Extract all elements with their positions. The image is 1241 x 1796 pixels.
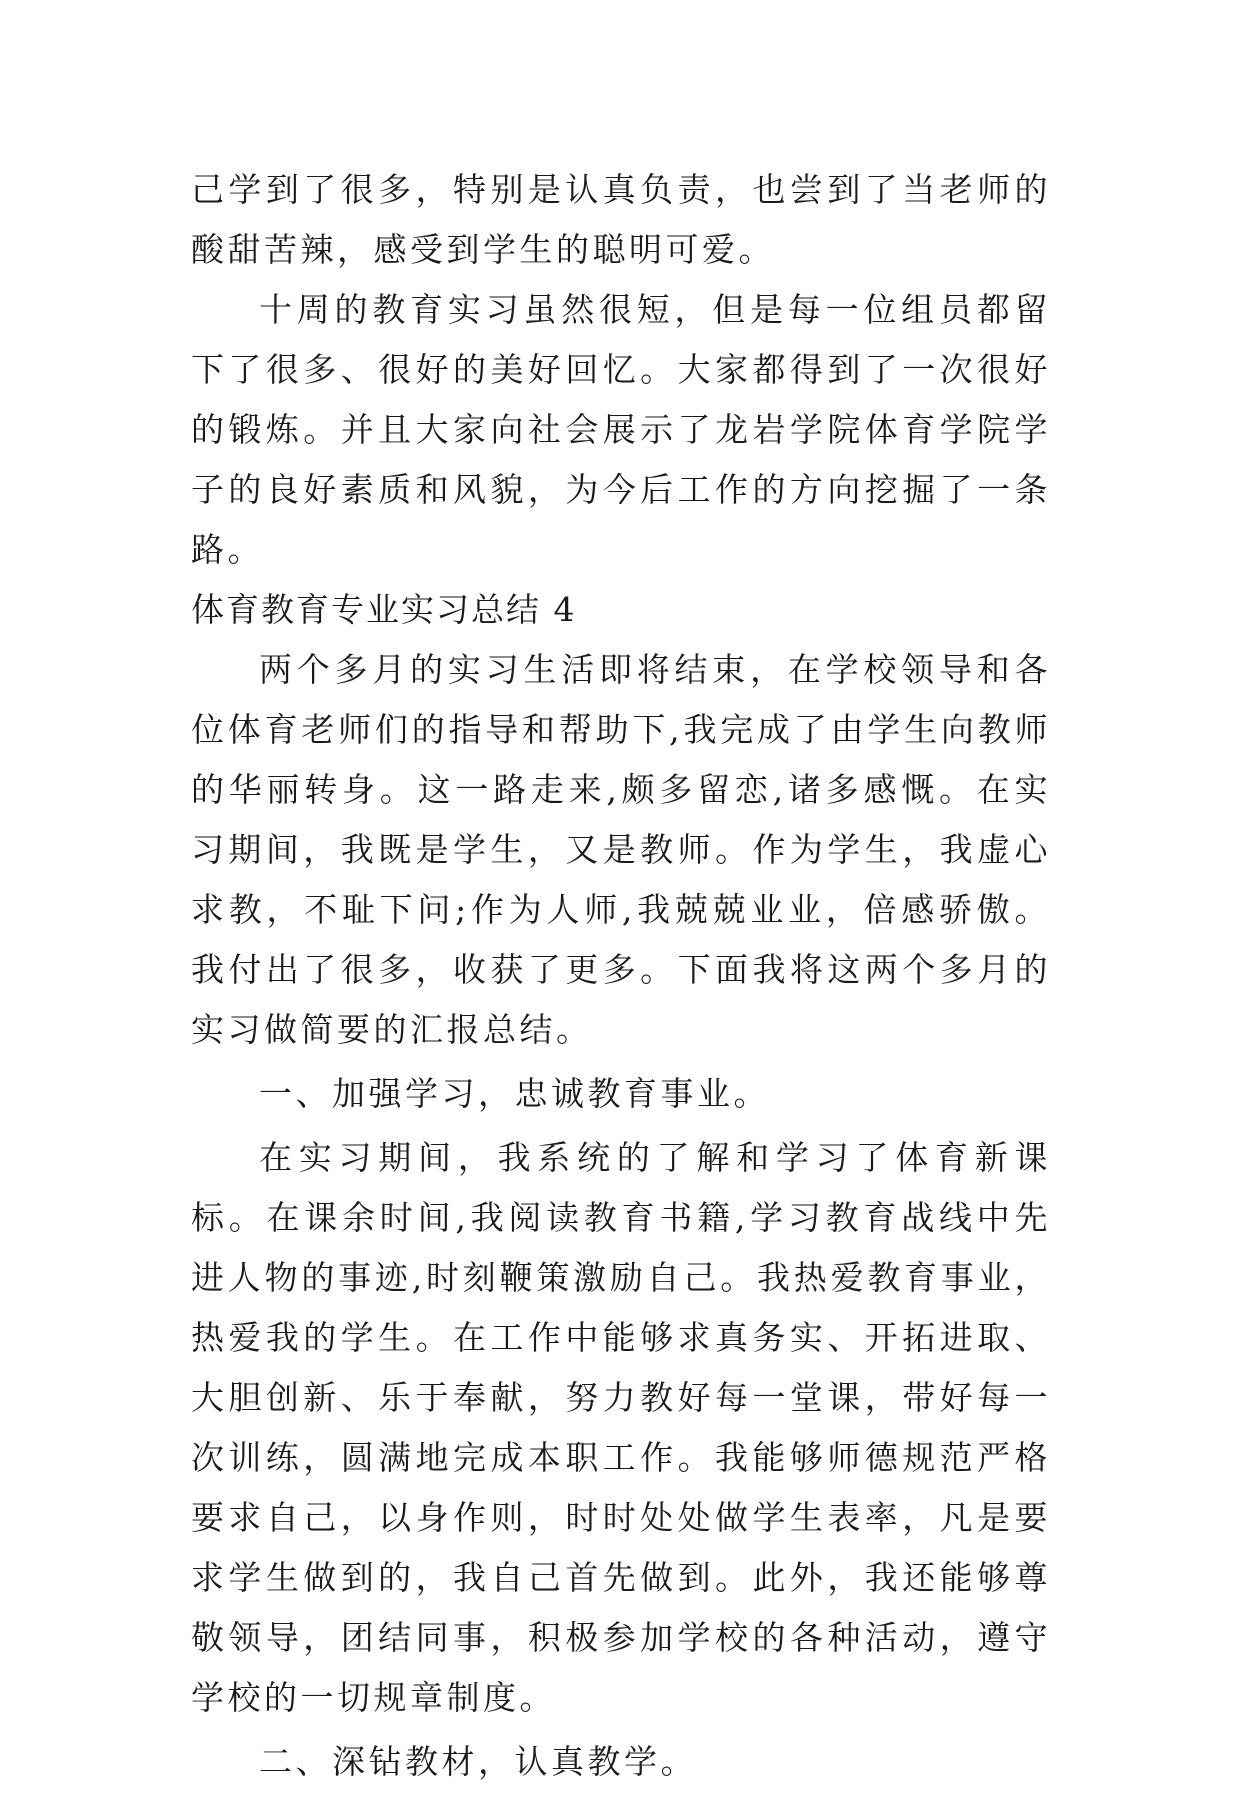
paragraph-ten-weeks: 十周的教育实习虽然很短，但是每一位组员都留下了很多、很好的美好回忆。大家都得到了一次很好的锻炼。并且大家向社会展示了龙岩学院体育学院学子的良好素质和风貌，为今后工作的方向挖掘了一条路。 [191, 290, 1051, 569]
document-body [191, 160, 1051, 1796]
paragraph-intro: 两个多月的实习生活即将结束，在学校领导和各位体育老师们的指导和帮助下,我完成了由学生向教师的华丽转身。这一路走来,颇多留恋,诸多感慨。在实习期间，我既是学生，又是教师。作为学生，我虚心求教，不耻下问;作为人师,我兢兢业业，倍感骄傲。我付出了很多，收获了更多。下面我将这两个多月的实习做简要的汇报总结。 [191, 650, 1051, 1049]
subheading-teaching: 二、深钻教材，认真教学。 [259, 1742, 697, 1781]
paragraph-study: 在实习期间，我系统的了解和学习了体育新课标。在课余时间,我阅读教育书籍,学习教育战线中先进人物的事迹,时刻鞭策激励自己。我热爱教育事业，热爱我的学生。在工作中能够求真务实、开拓进取、大胆创新、乐于奉献，努力教好每一堂课，带好每一次训练，圆满地完成本职工作。我能够师德规范严格要求自己，以身作则，时时处处做学生表率，凡是要求学生做到的，我自己首先做到。此外，我还能够尊敬领导，团结同事，积极参加学校的各种活动，遵守学校的一切规章制度。 [191, 1138, 1051, 1717]
section-title: 体育教育专业实习总结 4 [191, 590, 577, 629]
paragraph-continuation: 己学到了很多，特别是认真负责，也尝到了当老师的酸甜苦辣，感受到学生的聪明可爱。 [191, 170, 1051, 269]
subheading-study: 一、加强学习，忠诚教育事业。 [259, 1074, 770, 1113]
